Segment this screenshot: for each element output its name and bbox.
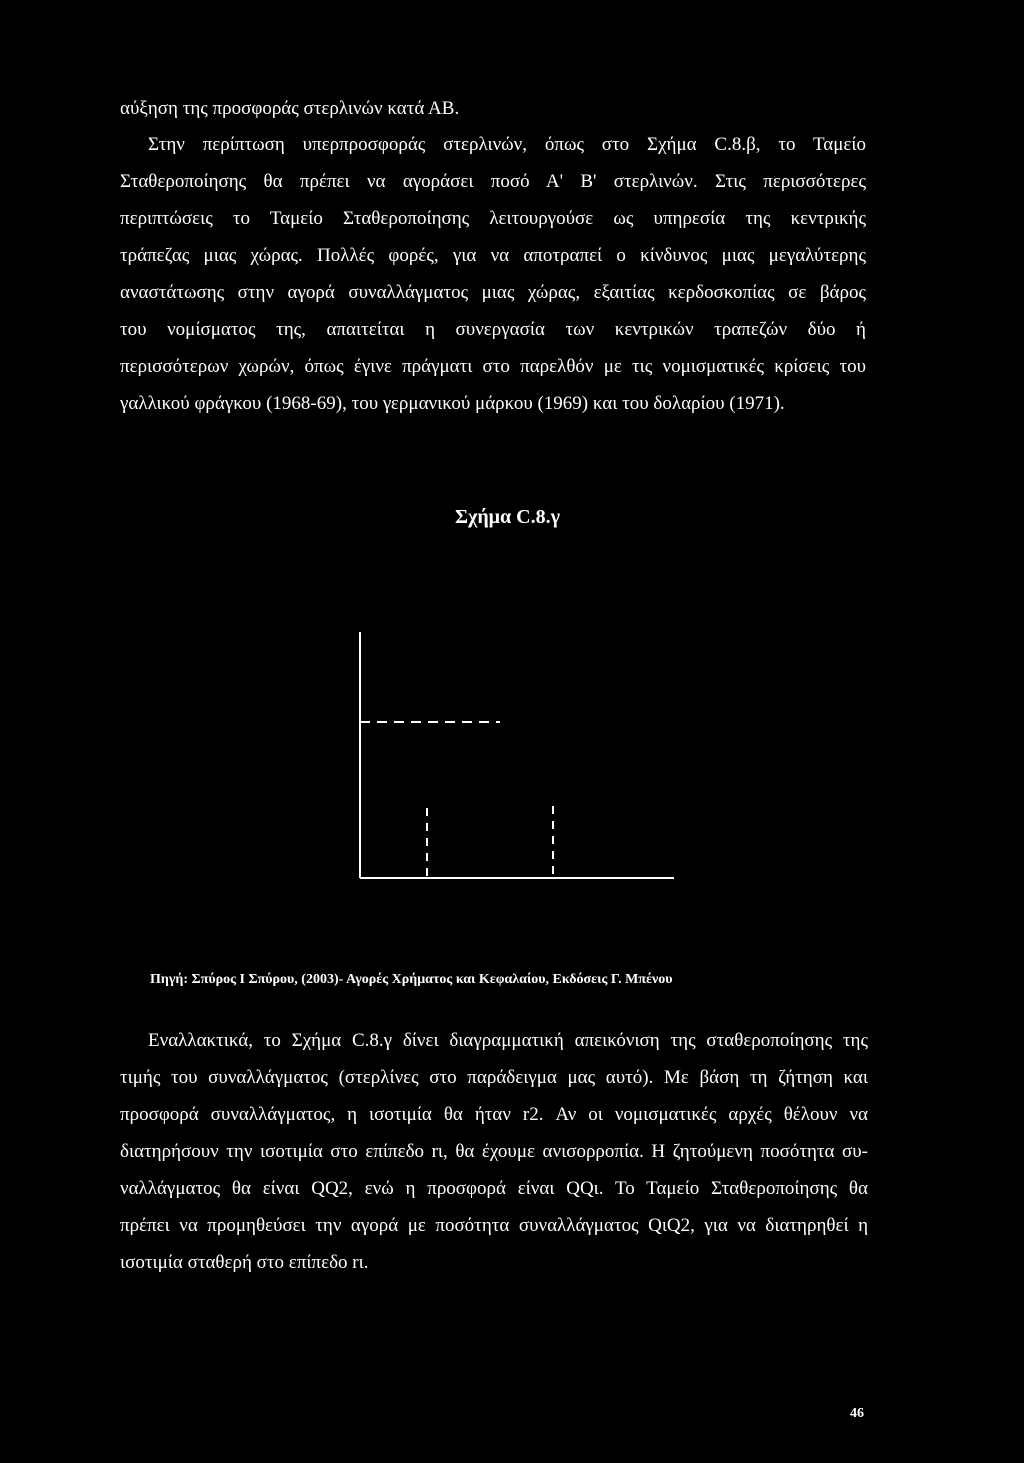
text-line: περισσότερων χωρών, όπως έγινε πράγματι στο παρελθόν με τις νομισματικές κρίσεις του xyxy=(120,356,866,377)
page-number: 46 xyxy=(850,1406,864,1421)
text-line: αναστάτωσης στην αγορά συναλλάγματος μιας χώρας, εξαιτίας κερδοσκοπίας σε βάρος xyxy=(120,282,866,303)
text-line: περιπτώσεις το Ταμείο Σταθεροποίησης λειτουργούσε ως υπηρεσία της κεντρικής xyxy=(120,208,866,229)
text-line: πρέπει να προμηθεύσει την αγορά με ποσότητα συναλλάγματος QιQ2, για να διατηρηθεί η xyxy=(120,1215,868,1236)
text-line: προσφορά συναλλάγματος, η ισοτιμία θα ήταν r2. Αν οι νομισματικές αρχές θέλουν να xyxy=(120,1104,868,1125)
text-line: διατηρήσουν την ισοτιμία στο επίπεδο rι, θα έχουμε ανισορροπία. Η ζητούμενη ποσότητα συ- xyxy=(120,1141,868,1162)
text-line: του νομίσματος της, απαιτείται η συνεργασία των κεντρικών τραπεζών δύο ή xyxy=(120,319,866,340)
text-line: Εναλλακτικά, το Σχήμα C.8.γ δίνει διαγραμματική απεικόνιση της σταθεροποίησης της xyxy=(148,1030,868,1051)
figure-caption: Σχήμα C.8.γ xyxy=(455,506,560,528)
text-line: γαλλικού φράγκου (1968-69), του γερμανικού μάρκου (1969) και του δολαρίου (1971). xyxy=(120,393,785,414)
figure-diagram xyxy=(340,630,680,890)
text-line: τράπεζας μιας χώρας. Πολλές φορές, για να αποτραπεί ο κίνδυνος μιας μεγαλύτερης xyxy=(120,245,866,266)
text-line: Σταθεροποίησης θα πρέπει να αγοράσει ποσό Α' Β' στερλινών. Στις περισσότερες xyxy=(120,171,866,192)
text-line: Στην περίπτωση υπερπροσφοράς στερλινών, όπως στο Σχήμα C.8.β, το Ταμείο xyxy=(148,134,866,155)
text-line: τιμής του συναλλάγματος (στερλίνες στο παράδειγμα μας αυτό). Με βάση τη ζήτηση και xyxy=(120,1067,868,1088)
source-note: Πηγή: Σπύρος Ι Σπύρου, (2003)- Αγορές Χρήματος και Κεφαλαίου, Εκδόσεις Γ. Μπένου xyxy=(150,972,673,987)
text-line: αύξηση της προσφοράς στερλινών κατά ΑΒ. xyxy=(120,98,460,119)
text-line: ισοτιμία σταθερή στο επίπεδο rι. xyxy=(120,1252,369,1273)
text-line: ναλλάγματος θα είναι QQ2, ενώ η προσφορά είναι QQι. Το Ταμείο Σταθεροποίησης θα xyxy=(120,1178,868,1199)
